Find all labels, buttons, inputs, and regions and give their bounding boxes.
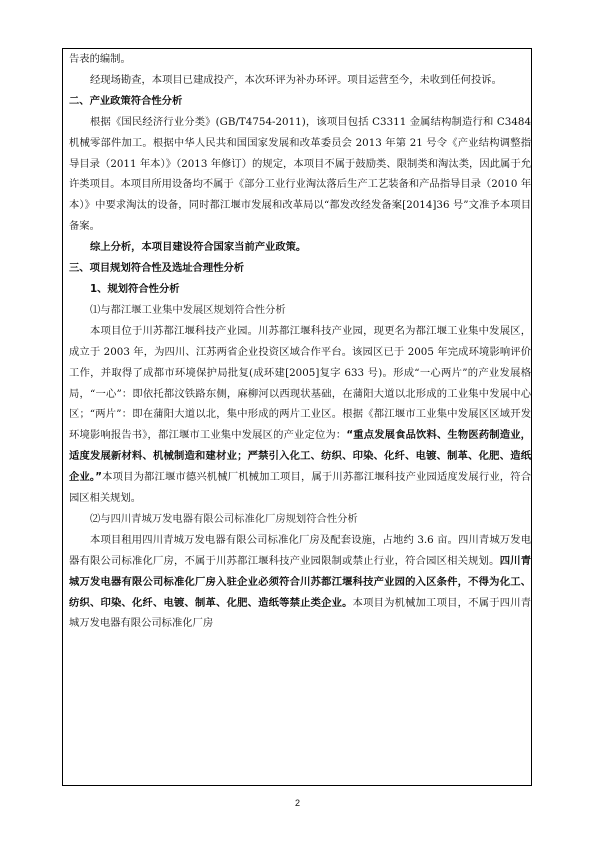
paragraph-policy-conclusion: 综上分析，本项目建设符合国家当前产业政策。 — [90, 241, 307, 254]
page-number: 2 — [294, 798, 300, 808]
heading-planning: 三、项目规划符合性及选址合理性分析 — [69, 262, 245, 275]
paragraph-site-survey: 经现场勘查，本项目已建成投产，本次环评为补办环评。项目运营至今，未收到任何投诉。 — [90, 73, 502, 86]
paragraph-continued: 告表的编制。 — [69, 53, 131, 65]
paragraph-standard-plant-tail: 本项目为机械加工项目，不属于四川青城万发电器有限公司标准化厂房 — [69, 596, 532, 630]
paragraph-industrial-zone-tail: 本项目为都江堰市德兴机械厂机械加工项目，属于川苏都江堰科技产业园适度发展行业，符合园区相关规划。 — [69, 471, 531, 505]
paragraph-policy-analysis: 根据《国民经济行业分类》(GB/T4754-2011)，该项目包括 C3311 金属结构制造行和 C3484 机械零部件加工。根据中华人民共和国国家发展和改革委员会 2013 年第 21 号令《产业结构调整指导目录（2011 年本）》（2013 年修订）的规定，本项目不属于鼓励类、限制类和淘汰类，因此属于允许类项目。本项目所用设备均不属于《部分工业行业淘汰落后生产工艺装备和产品指导目录（2010 年本）》中要求淘汰的设备，同时都江堰市发展和改革局以“都发改经发备案[2014]36 号”文准予本项目备案。 — [69, 115, 531, 233]
heading-sub-standard-plant: ⑵与四川青城万发电器有限公司标准化厂房规划符合性分析 — [90, 512, 358, 525]
paragraph-standard-plant-bold: 四川青城万发电器有限公司标准化厂房入驻企业必须符合川苏都江堰科技产业园的入区条件，不得为化工、纺织、印染、化纤、电镀、制革、化肥、造纸等禁止类企业。 — [69, 554, 532, 609]
paragraph-industrial-zone-bold: “重点发展食品饮料、生物医药制造业，适度发展新材料、机械制造和建材业；严禁引入化工、纺织、印染、化纤、电镀、制革、化肥、造纸企业。” — [69, 429, 531, 484]
document-body — [69, 49, 531, 634]
heading-planning-compliance: 1、规划符合性分析 — [90, 282, 180, 295]
paragraph-standard-plant — [69, 530, 531, 635]
paragraph-standard-plant-text: 本项目租用四川青城万发电器有限公司标准化厂房及配套设施，占地约 3.6 亩。四川青城万发电器有限公司标准化厂房，不属于川苏都江堰科技产业园限制或禁止行业，符合园区相关规划。 — [69, 533, 531, 567]
paragraph-industrial-zone — [69, 321, 531, 509]
heading-industry-policy: 二、产业政策符合性分析 — [69, 94, 183, 107]
heading-sub-industrial-zone: ⑴与都江堰工业集中发展区规划符合性分析 — [90, 303, 286, 316]
paragraph-industrial-zone-text: 本项目位于川苏都江堰科技产业园。川苏都江堰科技产业园，现更名为都江堰工业集中发展区，成立于 2003 年，为四川、江苏两省企业投资区域合作平台。该园区已于 2005 年完成环境影响评价工作，并取得了成都市环境保护局批复(成环建[2005]复字 633 号)。形成“一心两片”的产业发展格局，“一心”：即依托都汶铁路东侧，麻柳河以西现状基础，在蒲阳大道以北形成的工业集中发展中心区；“两片”：即在蒲阳大道以北，集中形成的两片工业区。根据《都江堰市工业集中发展区区域开发环境影响报告书》，都江堰市工业集中发展区的产业定位为： — [69, 324, 531, 442]
